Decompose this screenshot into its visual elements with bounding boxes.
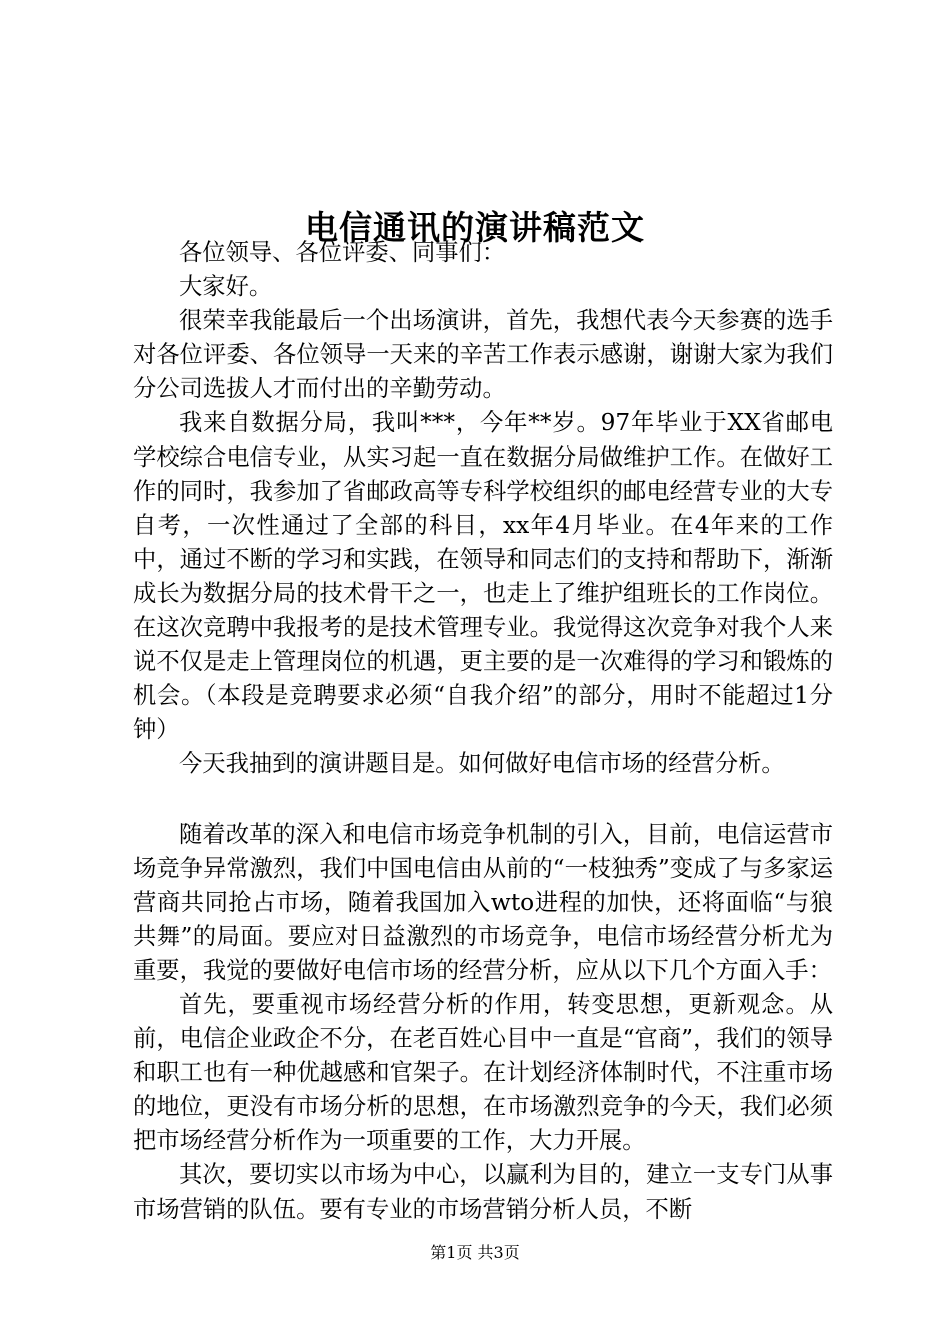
- paragraph-background: 随着改革的深入和电信市场竞争机制的引入，目前，电信运营市场竞争异常激烈，我们中国电信由从前的“一枝独秀”变成了与多家运营商共同抢占市场，随着我国加入wto进程的加快，还将面临“与狼共舞”的局面。要应对日益激烈的市场竞争，电信市场经营分析尤为重要，我觉的要做好电信市场的经营分析，应从以下几个方面入手：: [133, 820, 833, 984]
- paragraph-topic: 今天我抽到的演讲题目是。如何做好电信市场的经营分析。: [179, 750, 785, 778]
- page-footer: 第1页 共3页: [430, 1243, 520, 1262]
- paragraph-greeting: 大家好。: [179, 273, 273, 301]
- paragraph-salutation: 各位领导、各位评委、同事们：: [179, 239, 506, 266]
- paragraph-self-introduction: 我来自数据分局，我叫***，今年**岁。97年毕业于XX省邮电学校综合电信专业，从实习起一直在数据分局做维护工作。在做好工作的同时，我参加了省邮政高等专科学校组织的邮电经营专业的大专自考，一次性通过了全部的科目，xx年4月毕业。在4年来的工作中，通过不断的学习和实践，在领导和同志们的支持和帮助下，渐渐成长为数据分局的技术骨干之一，也走上了维护组班长的工作岗位。在这次竞聘中我报考的是技术管理专业。我觉得这次竞争对我个人来说不仅是走上管理岗位的机遇，更主要的是一次难得的学习和锻炼的机会。（本段是竞聘要求必须“自我介绍”的部分，用时不能超过1分钟）: [133, 409, 833, 744]
- document-body: [133, 236, 833, 1227]
- paragraph-opening: 很荣幸我能最后一个出场演讲，首先，我想代表今天参赛的选手对各位评委、各位领导一天来的辛苦工作表示感谢，谢谢大家为我们分公司选拔人才而付出的辛勤劳动。: [133, 307, 833, 403]
- document-title: 电信通讯的演讲稿范文: [305, 208, 645, 248]
- paragraph-first-point: 首先，要重视市场经营分析的作用，转变思想，更新观念。从前，电信企业政企不分，在老百姓心目中一直是“官商”，我们的领导和职工也有一种优越感和官架子。在计划经济体制时代，不注重市场的地位，更没有市场分析的思想，在市场激烈竞争的今天，我们必须把市场经营分析作为一项重要的工作，大力开展。: [133, 990, 833, 1155]
- paragraph-second-point: 其次，要切实以市场为中心，以赢利为目的，建立一支专门从事市场营销的队伍。要有专业的市场营销分析人员，不断: [133, 1161, 833, 1223]
